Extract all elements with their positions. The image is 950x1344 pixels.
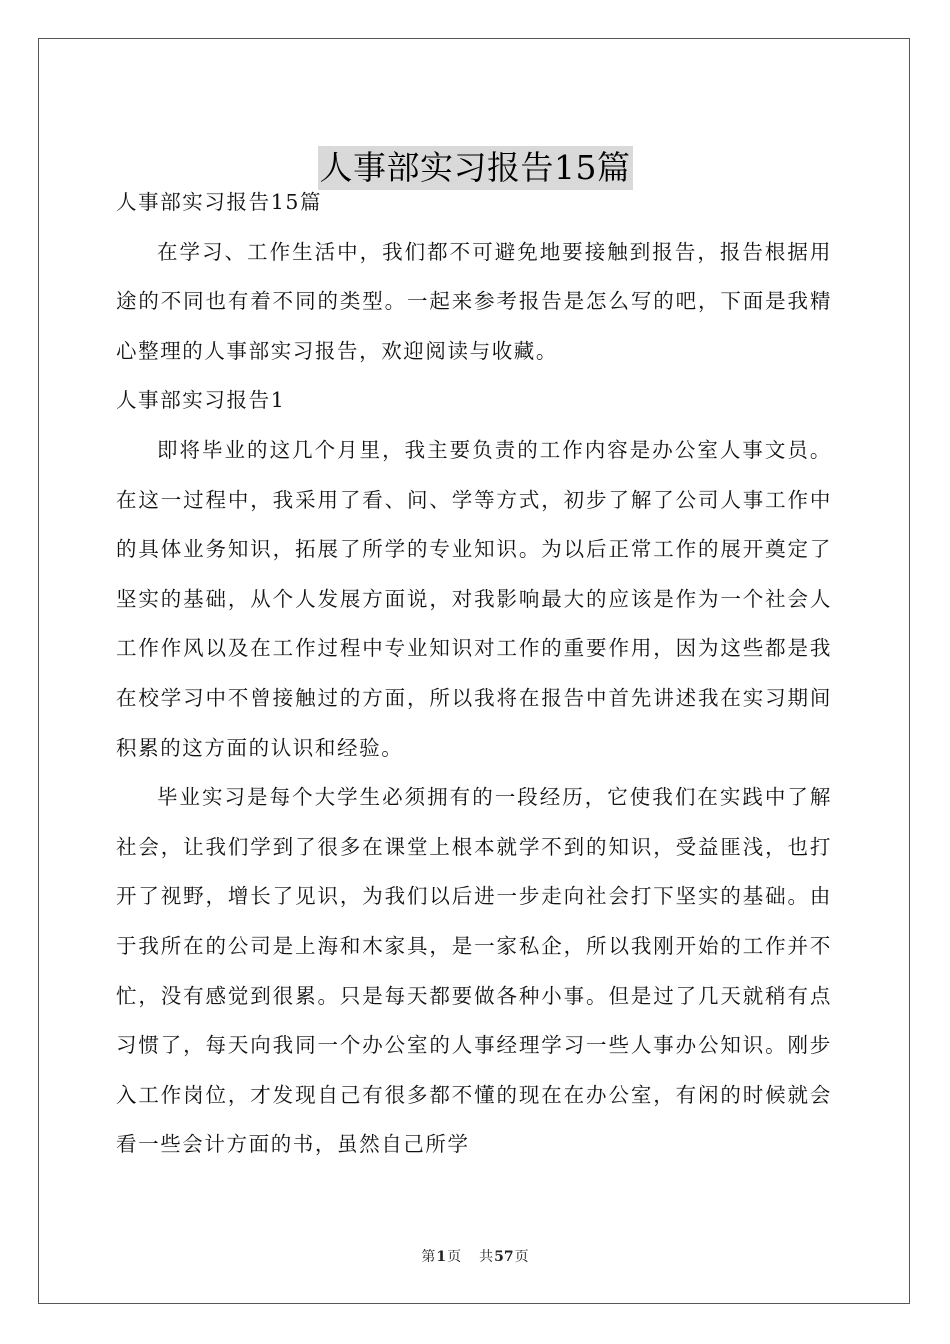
current-page-number: 1 xyxy=(436,1249,447,1265)
total-label-suffix: 页 xyxy=(514,1249,529,1265)
page-label-prefix: 第 xyxy=(421,1249,436,1265)
body-paragraph: 即将毕业的这几个月里，我主要负责的工作内容是办公室人事文员。在这一过程中，我采用了看、问、学等方式，初步了解了公司人事工作中的具体业务知识，拓展了所学的专业知识。为以后正常工作的展开奠定了坚实的基础，从个人发展方面说，对我影响最大的应该是作为一个社会人工作作风以及在工作过程中专业知识对工作的重要作用，因为这些都是我在校学习中不曾接触过的方面，所以我将在报告中首先讲述我在实习期间积累的这方面的认识和经验。 xyxy=(116,437,832,760)
document-title: 人事部实习报告15篇 xyxy=(318,146,633,190)
document-subtitle: 人事部实习报告15篇 xyxy=(116,190,323,214)
total-page-count: 57 xyxy=(494,1249,514,1265)
document-body xyxy=(116,178,832,1170)
page-label-suffix: 页 xyxy=(447,1249,462,1265)
body-paragraph: 毕业实习是每个大学生必须拥有的一段经历，它使我们在实践中了解社会，让我们学到了很多在课堂上根本就学不到的知识，受益匪浅，也打开了视野，增长了见识，为我们以后进一步走向社会打下坚实的基础。由于我所在的公司是上海和木家具，是一家私企，所以我刚开始的工作并不忙，没有感觉到很累。只是每天都要做各种小事。但是过了几天就稍有点习惯了，每天向我同一个办公室的人事经理学习一些人事办公知识。刚步入工作岗位，才发现自己有很多都不懂的现在在办公室，有闲的时候就会看一些会计方面的书，虽然自己所学 xyxy=(116,785,832,1157)
total-label-prefix: 共 xyxy=(479,1249,494,1265)
page-footer xyxy=(0,1246,950,1266)
intro-paragraph: 在学习、工作生活中，我们都不可避免地要接触到报告，报告根据用途的不同也有着不同的类型。一起来参考报告是怎么写的吧，下面是我精心整理的人事部实习报告，欢迎阅读与收藏。 xyxy=(116,239,832,363)
section-heading: 人事部实习报告1 xyxy=(116,388,286,413)
